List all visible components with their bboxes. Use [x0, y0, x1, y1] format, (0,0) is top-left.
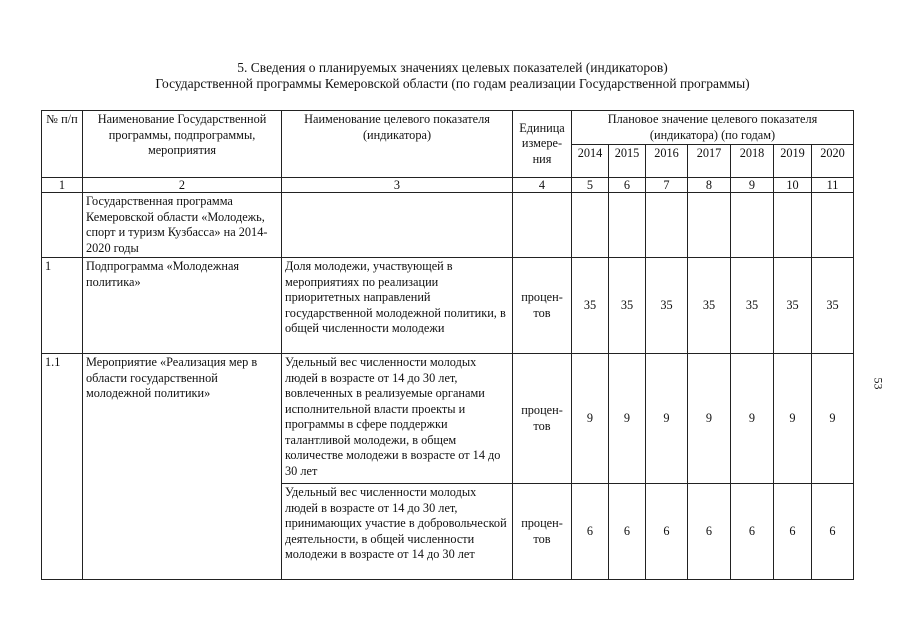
header-plan: Плановое значение целевого показателя (индикатора) (по годам): [572, 111, 854, 145]
row-value: 6: [812, 484, 854, 580]
header-year: 2020: [812, 145, 854, 178]
row-unit: [513, 193, 572, 258]
row-value: 9: [731, 354, 774, 484]
row-num: 1: [42, 258, 83, 354]
header-indicator: Наименование целевого показателя (индикатора): [282, 111, 513, 178]
table-row: [42, 354, 854, 484]
table-row: [42, 258, 854, 354]
row-unit: процен-тов: [513, 354, 572, 484]
column-number-row: [42, 178, 854, 193]
column-number: 7: [646, 178, 688, 193]
row-value: 35: [646, 258, 688, 354]
document-title: [0, 60, 905, 92]
row-value: [646, 193, 688, 258]
header-year: 2017: [688, 145, 731, 178]
row-value: 6: [646, 484, 688, 580]
row-name: Подпрограмма «Молодежная политика»: [83, 258, 282, 354]
row-value: 6: [572, 484, 609, 580]
row-value: [774, 193, 812, 258]
header-year: 2015: [609, 145, 646, 178]
column-number: 3: [282, 178, 513, 193]
column-number: 8: [688, 178, 731, 193]
row-value: 6: [774, 484, 812, 580]
table-row: [42, 193, 854, 258]
header-year: 2019: [774, 145, 812, 178]
row-value: 9: [812, 354, 854, 484]
row-value: 9: [646, 354, 688, 484]
row-name: Государственная программа Кемеровской области «Молодежь, спорт и туризм Кузбасса» на 2014-2020 годы: [83, 193, 282, 258]
row-indicator: Удельный вес численности молодых людей в возрасте от 14 до 30 лет, вовлеченных в реализуемые органами исполнительной власти проекты и программы в сфере поддержки талантливой молодежи, в общем количестве молодежи в возрасте от 14 до 30 лет: [282, 354, 513, 484]
row-value: [572, 193, 609, 258]
row-indicator: [282, 193, 513, 258]
title-line-1: 5. Сведения о планируемых значениях целевых показателей (индикаторов): [237, 60, 668, 75]
column-number: 5: [572, 178, 609, 193]
header-num: № п/п: [42, 111, 83, 178]
row-name: Мероприятие «Реализация мер в области государственной молодежной политики»: [83, 354, 282, 580]
row-value: 35: [688, 258, 731, 354]
page-number: 53: [871, 377, 886, 390]
row-unit: процен-тов: [513, 484, 572, 580]
row-indicator: Доля молодежи, участвующей в мероприятиях по реализации приоритетных направлений государственной молодежной политики, в общей численности молодежи: [282, 258, 513, 354]
header-name: Наименование Государственной программы, подпрограммы, мероприятия: [83, 111, 282, 178]
header-unit: Единица измере-ния: [513, 111, 572, 178]
row-value: 35: [812, 258, 854, 354]
header-year: 2016: [646, 145, 688, 178]
row-value: 35: [774, 258, 812, 354]
title-line-2: Государственной программы Кемеровской области (по годам реализации Государственной программы): [155, 76, 750, 91]
column-number: 1: [42, 178, 83, 193]
row-value: 6: [688, 484, 731, 580]
row-num: [42, 193, 83, 258]
row-value: 35: [572, 258, 609, 354]
column-number: 10: [774, 178, 812, 193]
indicators-table: [41, 110, 854, 580]
row-value: 35: [609, 258, 646, 354]
row-value: 9: [572, 354, 609, 484]
row-value: [609, 193, 646, 258]
row-value: [812, 193, 854, 258]
row-value: 6: [609, 484, 646, 580]
row-indicator: Удельный вес численности молодых людей в возрасте от 14 до 30 лет, принимающих участие в добровольческой деятельности, в общей численности молодежи в возрасте от 14 до 30 лет: [282, 484, 513, 580]
row-value: 35: [731, 258, 774, 354]
column-number: 11: [812, 178, 854, 193]
column-number: 4: [513, 178, 572, 193]
header-year: 2014: [572, 145, 609, 178]
header-year: 2018: [731, 145, 774, 178]
row-value: 9: [774, 354, 812, 484]
column-number: 2: [83, 178, 282, 193]
row-unit: процен-тов: [513, 258, 572, 354]
row-value: 9: [688, 354, 731, 484]
column-number: 6: [609, 178, 646, 193]
row-value: [731, 193, 774, 258]
row-value: [688, 193, 731, 258]
row-num: 1.1: [42, 354, 83, 580]
column-number: 9: [731, 178, 774, 193]
row-value: 9: [609, 354, 646, 484]
row-value: 6: [731, 484, 774, 580]
